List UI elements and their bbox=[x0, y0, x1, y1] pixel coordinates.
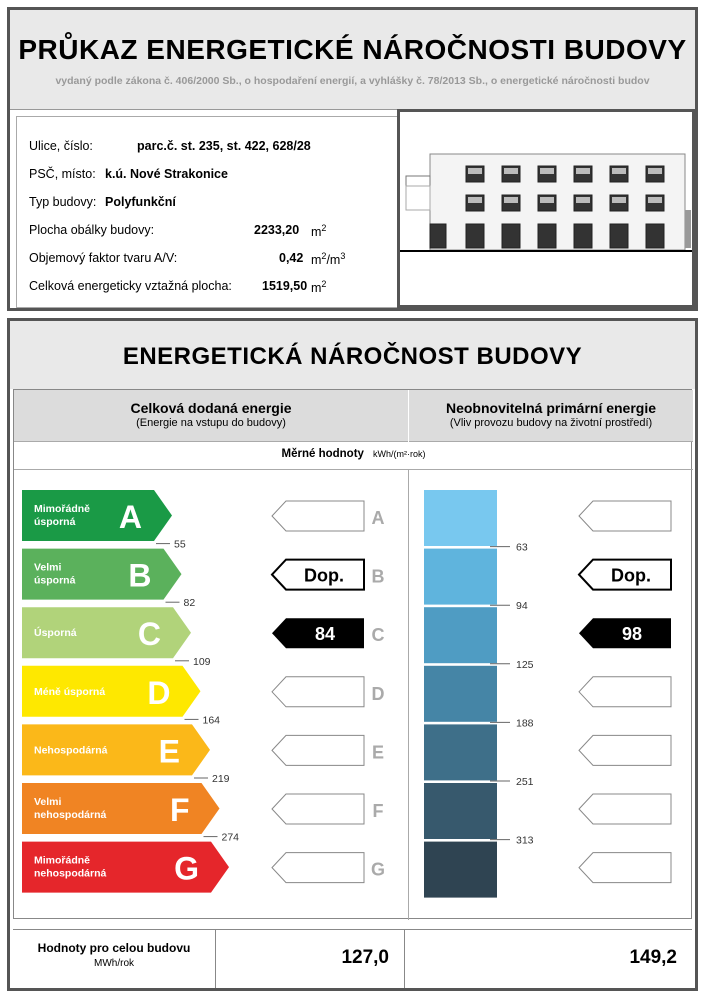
class-letter-b: B bbox=[128, 557, 152, 594]
delivered-scale-letter-d: D bbox=[371, 683, 385, 704]
ref-area-value: 1519,50 bbox=[262, 279, 308, 293]
class-letter-c: C bbox=[137, 616, 161, 653]
delivered-threshold-3: 109 bbox=[193, 655, 211, 668]
primary-energy-empty-marker-d bbox=[579, 677, 671, 707]
primary-energy-empty-marker-f bbox=[579, 794, 671, 824]
primary-energy-bar-g bbox=[424, 842, 497, 898]
primary-energy-empty-marker-e bbox=[579, 735, 671, 765]
specific-values-row bbox=[14, 442, 693, 470]
left-subheading: (Energie na vstupu do budovy) bbox=[136, 417, 286, 429]
delivered-scale-letter-b: B bbox=[371, 566, 385, 587]
building-drawing bbox=[397, 109, 695, 308]
class-letter-e: E bbox=[158, 733, 180, 770]
class-name-d: Méně úsporná bbox=[34, 685, 106, 698]
totals-unit: MWh/rok bbox=[94, 958, 134, 969]
ref-area-label: Celková energeticky vztažná plocha: bbox=[29, 279, 232, 293]
totals-left-cell bbox=[216, 930, 405, 988]
primary-energy-bar-f bbox=[424, 783, 497, 839]
class-letter-g: G bbox=[174, 850, 199, 887]
ref-area-unit: $m^2$ bbox=[311, 279, 327, 296]
total-delivered-energy: 127,0 bbox=[341, 947, 389, 968]
delivered-threshold-6: 274 bbox=[221, 831, 240, 844]
totals-right-cell bbox=[405, 930, 692, 988]
delivered-scale-letter-c: C bbox=[371, 625, 385, 646]
street-value: parc.č. st. 235, st. 422, 628/28 bbox=[137, 139, 311, 153]
left-heading: Celková dodaná energie bbox=[130, 400, 292, 416]
psc-value: k.ú. Nové Strakonice bbox=[105, 167, 228, 181]
class-name-a-line1: Mimořádně bbox=[34, 503, 91, 515]
primary-threshold-4: 188 bbox=[516, 717, 534, 730]
delivered-threshold-5: 219 bbox=[212, 773, 230, 785]
primary-energy-bar-a bbox=[424, 490, 497, 546]
factor-unit: $m^2/m^3$ bbox=[311, 251, 346, 268]
class-name-a-line2: úsporná bbox=[34, 516, 76, 528]
primary-energy-value: 98 bbox=[621, 624, 643, 645]
primary-energy-requirement-label: Dop. bbox=[611, 565, 651, 586]
primary-threshold-3: 125 bbox=[516, 658, 534, 671]
area-value: 2233,20 bbox=[254, 223, 300, 237]
delivered-energy-empty-marker-e bbox=[272, 735, 364, 765]
primary-energy-bar-c bbox=[424, 607, 497, 663]
delivered-threshold-1: 55 bbox=[174, 538, 186, 551]
totals-row bbox=[13, 929, 692, 987]
right-subheading: (Vliv provozu budovy na životní prostředí) bbox=[449, 417, 653, 429]
totals-label-cell bbox=[13, 930, 216, 988]
class-name-b-line1: Velmi bbox=[34, 561, 62, 574]
left-column-header bbox=[14, 390, 408, 442]
delivered-scale-letter-e: E bbox=[371, 742, 385, 763]
primary-threshold-1: 63 bbox=[516, 541, 528, 554]
primary-energy-bar-d bbox=[424, 666, 497, 722]
primary-energy-empty-marker-g bbox=[579, 853, 671, 883]
right-column-header bbox=[409, 390, 693, 442]
specific-values-unit: kWh/(m²·rok) bbox=[372, 449, 426, 459]
delivered-energy-requirement-label: Dop. bbox=[304, 565, 344, 586]
delivered-scale-letter-g: G bbox=[370, 859, 386, 880]
primary-threshold-2: 94 bbox=[516, 600, 528, 613]
area-label: Plocha obálky budovy: bbox=[29, 223, 155, 237]
building-facade-drawing bbox=[400, 112, 692, 305]
class-letter-d: D bbox=[147, 674, 171, 711]
total-primary-energy: 149,2 bbox=[629, 947, 677, 968]
certificate-title: PRŮKAZ ENERGETICKÉ NÁROČNOSTI BUDOVY bbox=[18, 34, 687, 65]
primary-energy-bar-b bbox=[424, 549, 497, 605]
building-info-panel bbox=[7, 7, 698, 311]
energy-scale bbox=[14, 470, 693, 920]
class-name-e: Nehospodárná bbox=[34, 744, 108, 757]
class-letter-f: F bbox=[169, 792, 190, 828]
delivered-scale-letter-a: A bbox=[371, 508, 385, 528]
delivered-threshold-4: 164 bbox=[202, 714, 221, 727]
delivered-energy-empty-marker-d bbox=[272, 677, 364, 707]
building-info-box bbox=[16, 116, 403, 308]
psc-label: PSČ, místo: bbox=[29, 167, 96, 181]
delivered-threshold-2: 82 bbox=[183, 597, 196, 610]
type-label: Typ budovy: bbox=[29, 195, 97, 209]
factor-value: 0,42 bbox=[279, 251, 304, 265]
primary-energy-empty-marker-a bbox=[579, 501, 671, 531]
primary-threshold-5: 251 bbox=[516, 776, 534, 788]
primary-threshold-6: 313 bbox=[516, 834, 534, 847]
type-value: Polyfunkční bbox=[105, 195, 176, 209]
energy-performance-panel bbox=[7, 318, 698, 991]
section-header bbox=[10, 321, 695, 389]
class-letter-a: A bbox=[118, 499, 142, 535]
certificate-header bbox=[10, 10, 695, 110]
delivered-energy-empty-marker-a bbox=[272, 501, 364, 531]
class-name-g-line2: nehospodárná bbox=[34, 867, 107, 880]
class-name-f-line1: Velmi bbox=[34, 796, 62, 808]
certificate-subtitle: vydaný podle zákona č. 406/2000 Sb., o hospodaření energií, a vyhlášky č. 78/2013 Sb., o energetické náročnosti budov bbox=[55, 75, 650, 87]
delivered-energy-empty-marker-g bbox=[272, 853, 364, 883]
street-label: Ulice, číslo: bbox=[29, 139, 93, 153]
primary-energy-bar-e bbox=[424, 724, 497, 780]
totals-label: Hodnoty pro celou budovu bbox=[37, 941, 191, 955]
delivered-energy-empty-marker-f bbox=[272, 794, 364, 824]
class-name-b-line2: úsporná bbox=[34, 574, 76, 587]
section-title: ENERGETICKÁ NÁROČNOST BUDOVY bbox=[122, 343, 583, 370]
class-name-g-line1: Mimořádně bbox=[34, 854, 91, 867]
class-name-f-line2: nehospodárná bbox=[34, 809, 107, 821]
area-unit: $m^2$ bbox=[311, 223, 327, 240]
rating-area bbox=[13, 389, 692, 919]
factor-label: Objemový faktor tvaru A/V: bbox=[29, 251, 178, 265]
class-name-c: Úsporná bbox=[34, 627, 77, 640]
right-heading: Neobnovitelná primární energie bbox=[445, 400, 657, 416]
specific-values-label: Měrné hodnoty bbox=[281, 448, 364, 460]
delivered-energy-value: 84 bbox=[314, 624, 336, 645]
delivered-scale-letter-f: F bbox=[372, 801, 384, 821]
